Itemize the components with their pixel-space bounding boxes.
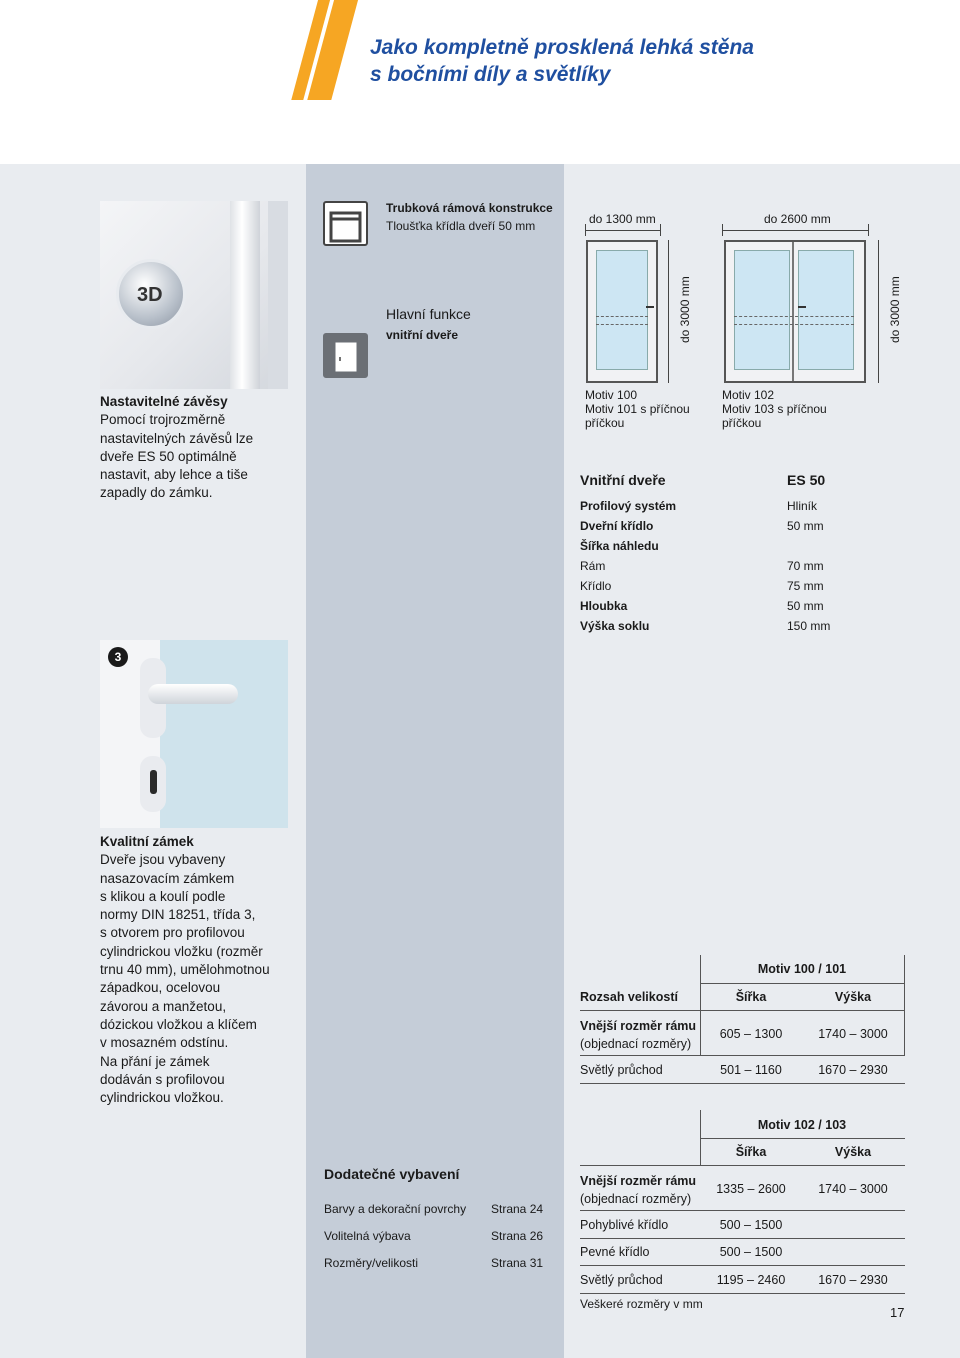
page-number: 17 <box>890 1305 905 1320</box>
extra-item-page: Strana 26 <box>491 1229 544 1243</box>
table2-row-label: Světlý průchod <box>580 1273 663 1287</box>
table2-cell: 1740 – 3000 <box>818 1182 888 1196</box>
extra-equipment-title: Dodatečné vybavení <box>324 1166 460 1182</box>
height-label: do 3000 mm <box>678 276 692 343</box>
spec-label: Výška soklu <box>580 619 650 633</box>
page-title: Jako kompletně prosklená lehká stěna s bočními díly a světlíky <box>370 36 754 86</box>
drawing-caption: Motiv 100 Motiv 101 s příčnou příčkou <box>585 388 690 430</box>
handle-icon <box>798 306 806 308</box>
extra-item: Volitelná výbava <box>324 1229 411 1243</box>
construction-info: Trubková rámová konstrukce Tloušťka křídla dveří 50 mm <box>386 201 553 233</box>
table1-cell: 605 – 1300 <box>719 1027 783 1041</box>
width-label: do 1300 mm <box>589 212 656 226</box>
interior-door-icon <box>323 333 368 378</box>
frame-construction-icon <box>323 201 368 246</box>
table1-cell: 1740 – 3000 <box>818 1027 888 1041</box>
table1-cell: 501 – 1160 <box>720 1063 782 1077</box>
section-number-badge: 3 <box>108 647 128 667</box>
hinge-photo <box>100 201 288 389</box>
spec-value: 70 mm <box>787 559 824 573</box>
spec-value: 75 mm <box>787 579 824 593</box>
spec-value: 50 mm <box>787 519 824 533</box>
lock-description: Kvalitní zámek Dveře jsou vybaveny nasazovacím zámkem s klikou a koulí podle normy DIN 18251, třída 3, s otvorem pro profilovou cylindrickou vložku (rozměr trnu 40 mm), umělohmotnou západkou, ocelovou závorou a manžetou, dózickou vložkou a klíčem v mosazném odstínu. Na přání je zámek dodáván s profilovou cylindrickou vložkou. <box>100 834 270 1106</box>
extra-item-page: Strana 24 <box>491 1202 544 1216</box>
spec-label: Profilový systém <box>580 499 677 513</box>
door-drawing-double <box>724 240 866 383</box>
lock-photo <box>100 640 288 828</box>
door-drawing-single <box>586 240 658 383</box>
specs-title: Vnitřní dveře <box>580 472 666 488</box>
table2-motiv: Motiv 102 / 103 <box>757 1118 847 1132</box>
table2-cell: 1195 – 2460 <box>716 1273 786 1287</box>
spec-value: Hliník <box>787 499 818 513</box>
drawing-caption: Motiv 102 Motiv 103 s příčnou příčkou <box>722 388 827 430</box>
width-label: do 2600 mm <box>764 212 831 226</box>
hinge-description: Nastavitelné závěsy Pomocí trojrozměrně nastavitelných závěsů lze dveře ES 50 optimálně nastavit, aby lehce a tiše zapadly do zámku. <box>100 394 254 501</box>
extra-item: Barvy a dekorační povrchy <box>324 1202 467 1216</box>
table1-header: Šířka <box>735 990 767 1004</box>
dimensions-note: Veškeré rozměry v mm <box>580 1297 703 1311</box>
table1-row-label: Vnější rozměr rámu (objednací rozměry) <box>580 1019 697 1051</box>
spec-label: Hloubka <box>580 599 628 613</box>
height-label: do 3000 mm <box>888 276 902 343</box>
table2-row-label: Vnější rozměr rámu (objednací rozměry) <box>580 1174 697 1206</box>
spec-value: 150 mm <box>787 619 831 633</box>
table1-header: Výška <box>834 990 872 1004</box>
spec-value: 50 mm <box>787 599 824 613</box>
table1-header: Rozsah velikostí <box>580 990 678 1004</box>
extra-item: Rozměry/velikosti <box>324 1256 419 1270</box>
handle-icon <box>646 306 654 308</box>
specs-model: ES 50 <box>787 472 826 488</box>
table2-header: Výška <box>834 1145 872 1159</box>
spec-label: Křídlo <box>580 579 612 593</box>
spec-label: Rám <box>580 559 606 573</box>
table2-cell: 1670 – 2930 <box>818 1273 888 1287</box>
table1-cell: 1670 – 2930 <box>818 1063 888 1077</box>
table2-header: Šířka <box>735 1145 767 1159</box>
table2-row-label: Pevné křídlo <box>580 1245 650 1259</box>
table2-cell: 1335 – 2600 <box>716 1182 786 1196</box>
table2-cell: 500 – 1500 <box>719 1245 783 1259</box>
extra-item-page: Strana 31 <box>491 1256 544 1270</box>
table2-row-label: Pohyblivé křídlo <box>580 1218 669 1232</box>
table1-motiv: Motiv 100 / 101 <box>757 962 847 976</box>
spec-label: Dveřní křídlo <box>580 519 654 533</box>
spec-label: Šířka náhledu <box>580 539 659 553</box>
table1-row-label: Světlý průchod <box>580 1063 663 1077</box>
table2-cell: 500 – 1500 <box>719 1218 783 1232</box>
3d-adjust-icon: 3D <box>116 259 186 329</box>
main-function: Hlavní funkce vnitřní dveře <box>386 306 471 342</box>
